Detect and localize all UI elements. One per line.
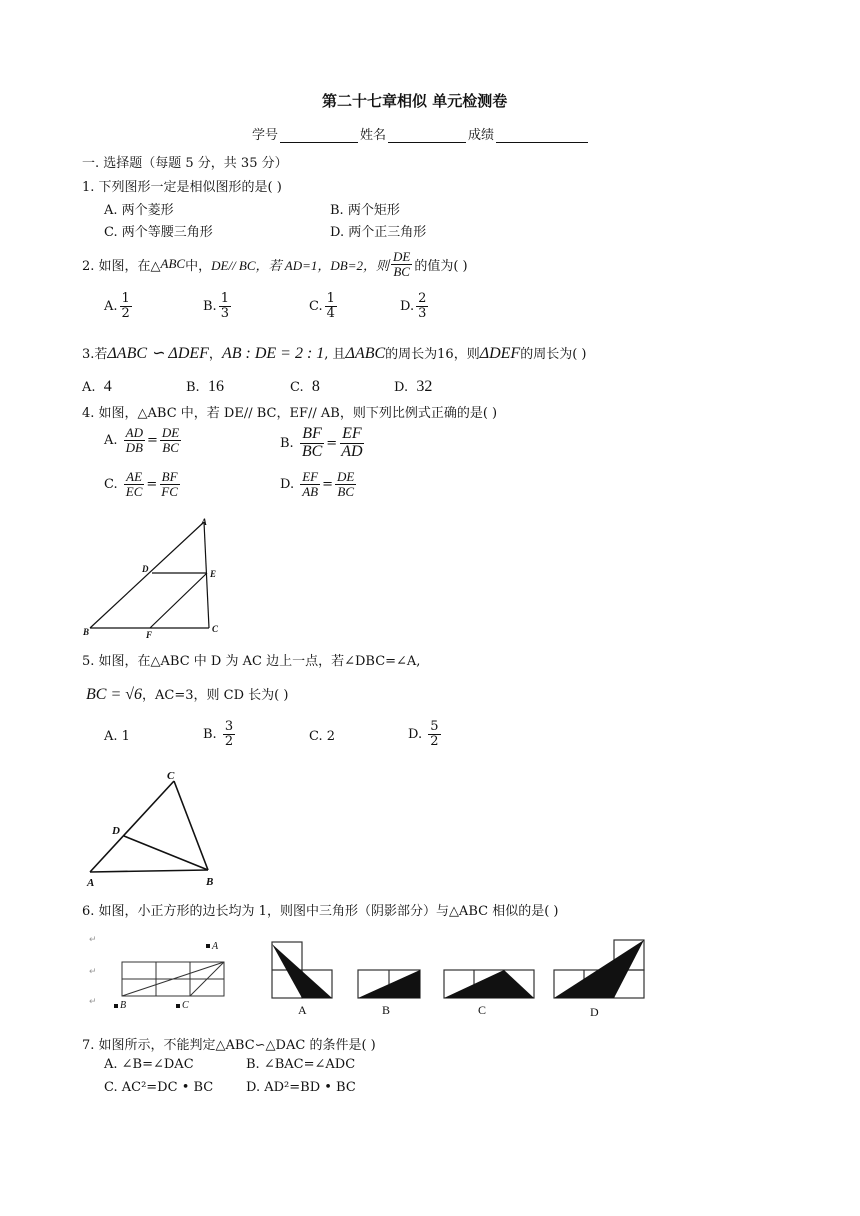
q5-label-d: D (112, 825, 120, 837)
q4-c-right (159, 470, 180, 498)
q4-side-ab (90, 522, 204, 628)
q4-d-rd: BC (337, 483, 355, 499)
q2-fraction (391, 250, 412, 278)
q4-a-eq: = (147, 432, 158, 448)
q4-c-label: C. (104, 476, 118, 492)
q2-mid: 中， (185, 258, 212, 274)
q5-b-den: 2 (224, 733, 234, 749)
q4-c-ld: EC (125, 483, 143, 499)
q6-d-label: D (590, 1005, 599, 1019)
score-blank (496, 128, 588, 143)
q4-d-right (335, 470, 356, 498)
q6-option-d-figure (554, 940, 644, 1019)
q4-a-ld: DB (125, 439, 144, 455)
q4-b-ln: BF (302, 425, 322, 442)
q6-point-b-marker (114, 1004, 118, 1008)
q3-a-label: A. (82, 380, 96, 395)
q4-option-a (104, 426, 183, 454)
q6-option-figures (268, 934, 652, 1020)
q6-point-c-marker (176, 1004, 180, 1008)
q2-d-num: 2 (418, 291, 427, 306)
q4-b-left (300, 426, 324, 461)
q6-option-b-figure (358, 970, 420, 1017)
q3-option-b (186, 378, 224, 396)
q5-triangle-figure (84, 766, 224, 890)
q4-c-rd: FC (161, 483, 178, 499)
student-no-blank (280, 128, 358, 143)
q6-option-c-figure (444, 970, 534, 1017)
q4-option-b (280, 426, 367, 461)
q1-option-c: C. 两个等腰三角形 (104, 225, 213, 240)
q2-c-frac (325, 292, 337, 320)
score-label: 成绩 (468, 128, 495, 143)
q2-option-a (104, 292, 134, 320)
q5-side-ac (90, 781, 174, 872)
q2-stem-pre: 2. 如图，在△ (82, 258, 161, 274)
q3-post2: 的周长为( ) (520, 347, 587, 362)
q7-option-b: B. ∠BAC=∠ADC (246, 1057, 356, 1072)
q3-sim: ΔABC ∽ ΔDEF (107, 345, 209, 362)
q4-label-c: C (212, 624, 219, 634)
q6-b-label: B (382, 1003, 391, 1017)
q2-option-d (400, 292, 430, 320)
q4-d-left (300, 470, 320, 498)
q3-tri: ΔABC (345, 345, 386, 362)
q4-label-a: A (201, 517, 208, 527)
q3-mid: 且 (332, 347, 346, 362)
q3-tri2: ΔDEF (479, 345, 521, 362)
q4-b-right (339, 426, 364, 461)
q5-option-b (203, 720, 237, 748)
q2-b-num: 1 (220, 291, 229, 306)
name-blank (388, 128, 466, 143)
q2-frac-den: BC (393, 263, 410, 279)
q4-c-rn: BF (161, 469, 178, 484)
q4-b-label: B. (280, 435, 294, 451)
q3-b-value: 16 (207, 378, 224, 395)
q4-c-ln: AE (126, 469, 143, 484)
q2-c-label: C. (309, 298, 323, 314)
q3-d-value: 32 (416, 378, 433, 395)
q4-a-left (124, 426, 145, 454)
q6-return-mark-1: ↵ (89, 934, 97, 944)
q5-d-frac (428, 720, 440, 748)
q6-c-label: C (478, 1003, 487, 1017)
q2-b-den: 3 (220, 305, 229, 321)
q3-option-a (82, 378, 112, 396)
q5-label-c: C (167, 770, 175, 782)
q2-b-label: B. (203, 298, 217, 314)
q4-a-right (160, 426, 181, 454)
q7-option-c: C. AC²=DC • BC (104, 1080, 214, 1095)
q5-d-den: 2 (430, 733, 439, 749)
q1-option-a: A. 两个菱形 (104, 203, 174, 218)
q2-a-label: A. (104, 298, 118, 314)
q5-b-label: B. (203, 726, 217, 742)
q6-return-mark-3: ↵ (89, 996, 97, 1006)
q3-b-label: B. (186, 380, 200, 395)
q4-option-d (280, 470, 358, 498)
q4-label-b: B (83, 627, 90, 637)
q2-frac-num: DE (393, 249, 411, 264)
q4-stem: 4. 如图，△ABC 中，若 DE// BC，EF// AB，则下列比例式正确的是( ) (82, 406, 498, 421)
q4-triangle-figure (80, 514, 230, 642)
q3-ratio: AB : DE = 2 : 1 (221, 345, 325, 362)
q5-side-ab (90, 870, 208, 872)
q4-d-label: D. (280, 476, 295, 492)
q3-option-c (290, 378, 320, 396)
q2-d-frac (416, 292, 428, 320)
q2-b-frac (219, 292, 231, 320)
q3-c-label: C. (290, 380, 304, 395)
q5-line2-post: ，AC=3，则 CD 长为( ) (142, 688, 289, 703)
q4-c-left (124, 470, 145, 498)
q6-label-a: A (212, 941, 219, 952)
q5-option-d (408, 720, 443, 748)
q6-c-shaded-triangle (444, 970, 534, 998)
q4-label-e: E (210, 569, 217, 579)
name-label: 姓名 (360, 128, 387, 143)
q5-b-num: 3 (224, 719, 234, 734)
q6-a-label: A (298, 1003, 307, 1017)
page-title: 第二十七章相似 单元检测卷 (322, 92, 508, 110)
q2-a-den: 2 (121, 305, 130, 321)
q4-d-rn: DE (337, 469, 355, 484)
q6-point-a-marker (206, 944, 210, 948)
q4-c-eq: = (146, 476, 158, 492)
q1-stem: 1. 下列图形一定是相似图形的是( ) (82, 180, 282, 195)
q1-option-d: D. 两个正三角形 (330, 225, 427, 240)
q4-a-label: A. (104, 432, 118, 448)
q3-stem: 3.若ΔABC ∽ ΔDEF，AB : DE = 2 : 1, 且ΔABC的周长为16，则ΔDEF的周长为( ) (82, 345, 587, 362)
q6-return-mark-2: ↵ (89, 966, 97, 976)
q5-b-frac (223, 720, 235, 748)
q5-segment-db (124, 836, 208, 870)
q4-d-ln: EF (302, 469, 319, 484)
q5-option-a: A. 1 (104, 729, 130, 744)
q2-c-den: 4 (326, 305, 335, 321)
q6-option-a-figure (272, 942, 332, 1017)
q5-side-cb (174, 781, 208, 870)
q2-abc: ABC (160, 256, 186, 272)
q6-label-b: B (120, 1000, 127, 1011)
q3-post1: 的周长为16，则 (385, 347, 480, 362)
q3-stem-pre: 3.若 (82, 347, 108, 362)
q6-stem: 6. 如图，小正方形的边长均为 1，则图中三角形（阴影部分）与△ABC 相似的是( ) (82, 904, 559, 919)
q4-label-f: F (146, 630, 153, 640)
q7-option-d: D. AD²=BD • BC (246, 1080, 356, 1095)
q2-stem-post: 的值为( ) (414, 258, 468, 274)
q4-label-d: D (142, 564, 149, 574)
q2-a-num: 1 (121, 291, 130, 306)
q2-a-frac (120, 292, 132, 320)
q5-option-c: C. 2 (309, 729, 336, 744)
q4-a-rn: DE (161, 425, 180, 440)
q4-a-ln: AD (125, 425, 144, 440)
q4-d-ld: AB (302, 483, 319, 499)
student-info-line (252, 124, 590, 143)
q4-b-rn: EF (342, 425, 362, 442)
q6-d-shaded-triangle (554, 940, 644, 998)
q3-c-value: 8 (311, 378, 320, 395)
q2-stem (82, 250, 468, 278)
q2-option-c (309, 292, 339, 320)
q5-label-b: B (206, 876, 214, 888)
q5-d-label: D. (408, 726, 423, 742)
q4-a-rd: BC (162, 439, 179, 455)
q2-cond: DE// BC，若 AD=1，DB=2，则 (211, 257, 389, 273)
q6-reference-figure (86, 932, 246, 1018)
q2-c-num: 1 (326, 291, 335, 306)
q5-line2 (86, 684, 288, 704)
q7-option-a: A. ∠B=∠DAC (104, 1057, 194, 1072)
q3-d-label: D. (394, 380, 409, 395)
q5-stem: 5. 如图，在△ABC 中 D 为 AC 边上一点，若∠DBC=∠A, (82, 654, 421, 669)
q4-b-rd: AD (341, 442, 363, 460)
q7-stem: 7. 如图所示，不能判定△ABC∽△DAC 的条件是( ) (82, 1038, 376, 1053)
q4-b-eq: = (326, 435, 338, 451)
section-heading: 一. 选择题（每题 5 分，共 35 分） (82, 156, 288, 171)
q3-a-value: 4 (103, 378, 112, 395)
q5-d-num: 5 (430, 719, 439, 734)
q1-option-b: B. 两个矩形 (330, 203, 400, 218)
q6-label-c: C (182, 1000, 189, 1011)
q2-option-b (203, 292, 233, 320)
q2-d-den: 3 (418, 305, 427, 321)
q2-d-label: D. (400, 298, 415, 314)
q4-b-ld: BC (301, 442, 323, 460)
q4-d-eq: = (322, 476, 334, 492)
q5-bc-value: BC = √6 (86, 686, 143, 703)
q5-label-a: A (87, 877, 95, 889)
q4-option-c (104, 470, 182, 498)
q4-segment-ef (150, 573, 207, 628)
q3-option-d (394, 378, 432, 396)
student-no-label: 学号 (252, 128, 279, 143)
